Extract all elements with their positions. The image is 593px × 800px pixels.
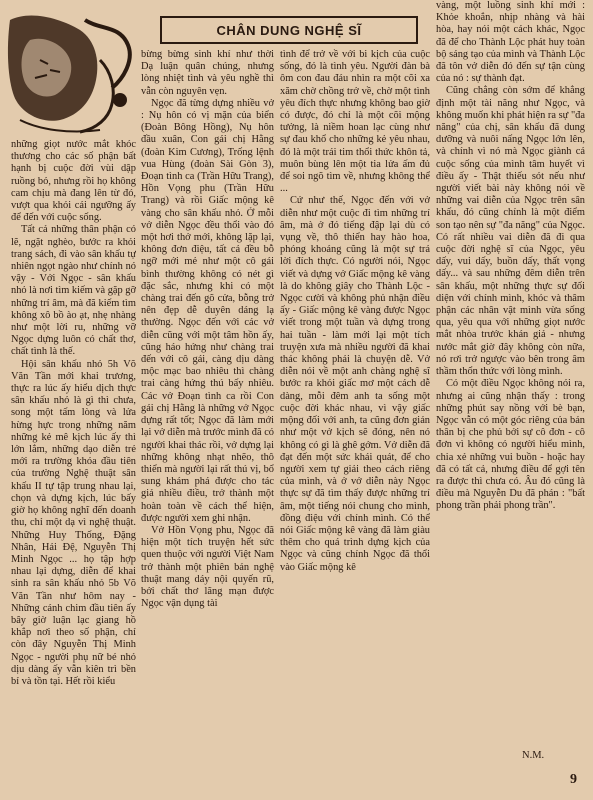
author-signature: N.M. xyxy=(522,750,545,761)
paragraph: bừng bừng sinh khí như thời Dạ luận quân chúng, nhưng lòng nhiệt tình và yêu nghề thì vẫn còn nguyên vẹn. xyxy=(141,49,274,97)
paragraph: Ngọc đã từng dựng nhiều vở : Nụ hôn có vị mặn của biển (Đoàn Bông Hồng), Nụ hôn đầu xuân, Con gái chị Hằng (đoàn Kim Cương), Trống lệnh vua Hùng (đoàn Sài Gòn 3), Đoạn tình ca (Trần Hữu Trang), Hồn Vọng phu (Trần Hữu Trang) và rồi Giấc mộng kê vàng cho sân khấu nhỏ. Ở mỗi vở diễn Ngọc đều thổi vào đó một hơi thở mới, không lặp lại, không đơn điệu, tất cả đều bỗ ngỡ mới mẻ như một cô gái bình thường không có nét gì đặc sắc, nhưng khi có một chàng trai đến gõ cửa, bỗng trở nên đẹp dễ duyên dáng lạ thường. Ngọc đến với các vở diễn cũng với một tâm hồn ấy, cũng háo hứng như chàng trai đến với cô gái, càng dịu dàng mộc mạc bao nhiêu thì chàng trai càng hứng thú bấy nhiêu. Các vở Đoạn tình ca rồi Con gái chị Hằng là những vở Ngọc dựng rất tốt; Ngọc đã làm mới lại vở diễn mà trước mình đã có người khai thác rồi, vở dựng lại những không nhạt nhẽo, thô thiển mà người lại rất thú vị, bổ sung khám phá được cho tác giả nhiều điều, trở thành một hoàn toàn về cách thể hiện, được người xem ghi nhận. xyxy=(141,97,274,524)
paragraph: Có một điều Ngọc không nói ra, nhưng ai cũng nhận thấy : trong những phút say nồng với bè bạn, Ngọc vẫn có một góc riêng của bản thân bị che phủ bởi sự cô đơn - cô đơn vì không có người hiểu mình, chia xẻ những vui buồn - hoặc hay đã có tất cả, nhưng điều để gợi tên ra được thì chưa có. Âu đó cũng là điều mà Nguyễn Du đã phán : "bất phong trần phải phong trần". xyxy=(436,378,585,512)
text-column-2 xyxy=(141,49,274,790)
text-column-1 xyxy=(11,139,136,791)
section-title: CHÂN DUNG NGHỆ SĨ xyxy=(216,22,362,38)
paragraph: những giọt nước mắt khóc thương cho các số phận bất hạnh bị cuộc đời vùi dập ruồng bỏ, nhưng rồi họ không cam chịu mà đang lên từ đó, vượt qua khỏi cái ngưỡng ấy để đến với cuộc sống. xyxy=(11,139,136,224)
section-header xyxy=(160,16,418,44)
page-number: 9 xyxy=(570,772,577,787)
paragraph: tình để trở về với bi kịch của cuộc sống, đó là tình yêu. Người đàn bà ôm con đau đáu nhìn ra một cõi xa xăm chờ chồng trở về, chờ một tình yêu đích thực nhưng không bao giờ có được, đó chỉ là một cõi mộng tưởng, là niềm hoan lạc cùng như sự đau khổ cho những kẻ yêu nhau, đó là một trái tim thổi thức khôn tả, muôn bùng lên một tia lửa ấm đủ để soi ngõ tìm về, nhưng không thể ... xyxy=(280,49,430,195)
paragraph: vàng, một luồng sinh khí mới : Khỏe khoắn, nhịp nhàng và hài hòa, hay nói một cách khác, Ngọc đã để cho Thành Lộc phát huy toàn bộ sáng tạo của mình và Thành Lộc đã tôn vở diễn đó đến sự tận cùng của nó : sự thành đạt. xyxy=(436,0,585,85)
portrait-illustration xyxy=(0,0,138,140)
paragraph: Hội sân khấu nhỏ 5h Võ Văn Tần mới khai trương, thực ra lúc ấy hiểu dịch thực sân khấu nhỏ là gì thì chưa, song một tấm lòng và lửa hừng hực trong những năm những kẻ mê kịch lúc ấy thì lớn lắm, những dạo diễn trẻ mới ra trường khóa đầu tiên của trường Nghệ thuật sân khấu II tự tập trung nhau lại, chọn và dựng kịch, lúc bấy giờ họ không nghĩ đến doanh thu, chỉ một dạ vì nghệ thuật. Những Huy Thống, Đặng Nhân, Hải Đệ, Nguyễn Thị Minh Ngọc ... họ tập hợp nhau lại dựng, diễn để khai sinh ra sân khấu nhỏ 5b Võ Văn Tần như hôm nay - Những cánh chim đầu tiên ấy bây giờ luận lạc giang hồ khắp nơi theo số phận, chỉ còn đây Nguyễn Thị Minh Ngọc - người phụ nữ bé nhỏ dịu dàng ấy vẫn kiên trì bền bỉ và tồn tại. Hết rồi kiểu xyxy=(11,358,136,687)
text-column-4 xyxy=(436,0,585,760)
paragraph: Vở Hồn Vọng phu, Ngọc đã hiện một tích truyện hết sức quen thuộc với người Việt Nam trở thành một phiên bản nghệ thuật mang dáy nội quyến rũ, bởi chất thơ lãng mạn được Ngọc vận dụng tài xyxy=(141,524,274,610)
text-column-3 xyxy=(280,49,430,791)
paragraph: Tất cả những thân phận có lẽ, ngặt nghèo, bước ra khỏi trang sách, đi vào sân khấu tự nhiên ngọt ngào như chính nó vậy - Với Ngọc - sân khấu nhỏ là nơi tìm kiếm và gặp gỡ những trí âm, mà đã kiếm tìm không xô bồ ào ạt, nhẹ nhàng như một lời ru, những vỡ Ngọc dựng luôn có chất thơ, chất tình là thế. xyxy=(11,224,136,358)
paragraph: Cứ như thế, Ngọc đến với vở diễn như một cuộc đi tìm những trí âm, mà ở đó tiếng đập lại dù có vụng về, thô thiển hay hào hoa, phóng khoáng cũng là một sự trả lời đích thực. Có người nói, Ngọc viết và dựng vở Giấc mộng kê vàng là do không giây cho Thành Lộc - Ngọc cười và không phủ nhận điều ấy - Giấc mộng kê vàng được Ngọc viết trong một tuần và dựng trong hai tuần - làm mới lại một tích truyện xưa mà nhiều người đã khai thác không phải là chuyện dễ. Vở diễn nói về một anh chàng nghệ sĩ bước ra khỏi giấc mơ một cách dễ dàng, mỗi đêm anh ta sống một cuộc đời khác nhau, vì vậy giấc mộng đối với anh, ta cũng đơn giản như một vở kịch sẽ đóng, nên nó không có gì là ghê gớm. Vở diễn đã đạt đến một sức khái quát, để cho người xem tự giải theo cách riêng của mình, và ở vở diễn này Ngọc thực sự đã tìm thấy được những trí âm, một tiếng nói chung cho mình, đồng điệu với chính mình. Có thể nói Giấc mộng kê vàng đã làm giàu thêm cho quá trình dựng kịch của Ngọc và cũng chính Ngọc đã thổi vào Giấc mộng kê xyxy=(280,195,430,573)
paragraph: Cũng chẳng còn sớm để khẳng định một tài năng như Ngọc, và không muốn khi phát hiện ra sự "đa năng" của chị, sân khấu đã dung dưỡng và nuôi nấng Ngọc lớn lên, và chính vì nó mà Ngọc giành cả cuộc sống của mình tâm huyết vì điều ấy - Thật thiếu sót nếu như người viết bài này không nói về những vai diễn của Ngọc trên sân khấu, đó cũng chính là một điểm son tạo nên sự "đa năng" của Ngọc. Có rất nhiều vai diễn đã đi qua cuộc đời nghệ sĩ của Ngọc, yêu dấy, vui dấy, buồn dấy, thất vọng dấy... và sau những đêm diễn trên sân khấu, một những thực sự đối diện với chính mình, khóc và thâm phận các nhân vật mình vừa sống qua, yêu qua với những giọt nước mắt nhòa trước khán giả - nhưng nước mắt giờ đây không còn nữa, nó rơi trở ngược vào bên trong âm thầm thổn thức với lòng mình. xyxy=(436,85,585,378)
